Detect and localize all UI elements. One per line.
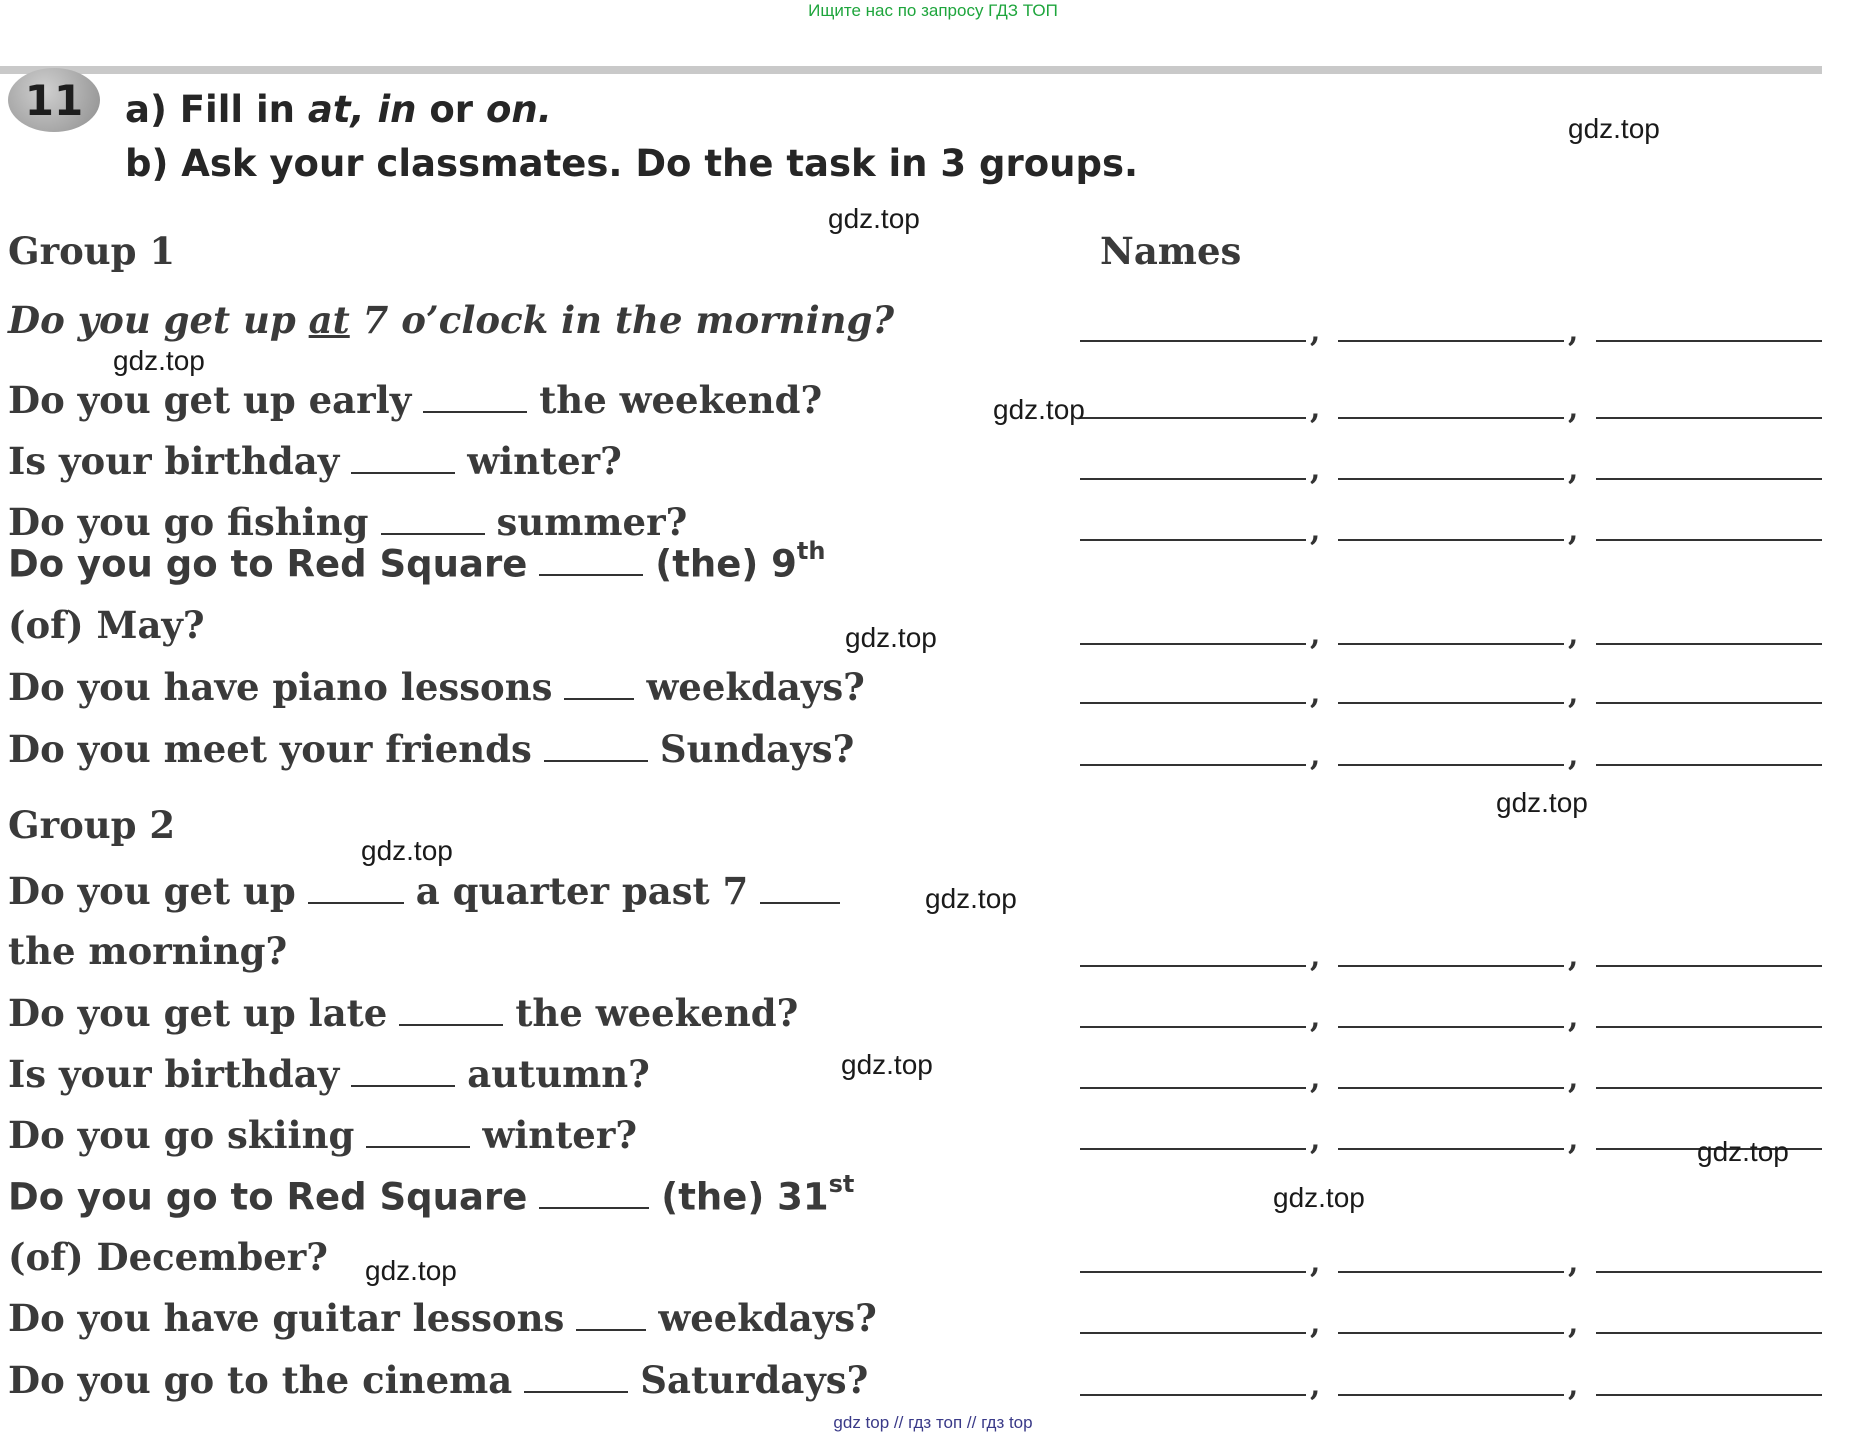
answer-blank[interactable] [381, 533, 485, 535]
name-separator-comma: , [1310, 939, 1321, 974]
g1-question-3 [8, 439, 622, 483]
name-separator-comma: , [1310, 1061, 1321, 1096]
name-answer-line[interactable] [1338, 539, 1564, 541]
answer-blank[interactable] [399, 1024, 503, 1026]
watermark: gdz.top [925, 883, 1017, 914]
g1-q3-after: winter? [467, 439, 622, 483]
name-answer-line[interactable] [1338, 417, 1564, 419]
top-rule [0, 66, 1822, 74]
watermark: gdz.top [993, 394, 1085, 425]
answer-blank[interactable] [564, 698, 634, 700]
footer-links: gdz top // гдз топ // гдз top [833, 1413, 1033, 1432]
g2-q6-after: weekdays? [658, 1296, 877, 1340]
name-answer-line[interactable] [1338, 1087, 1564, 1089]
g2-question-1-line2: the morning? [8, 929, 288, 973]
answer-blank[interactable] [524, 1391, 628, 1393]
g2-question-5 [8, 1170, 855, 1219]
g2-question-5-line2: (of) December? [8, 1235, 328, 1279]
name-separator-comma: , [1310, 1245, 1321, 1280]
name-answer-line[interactable] [1338, 1026, 1564, 1028]
g1-q7-after: Sundays? [659, 727, 855, 771]
watermark: gdz.top [845, 622, 937, 653]
g1-q6-before: Do you have piano lessons [8, 665, 553, 709]
name-separator-comma: , [1310, 738, 1321, 773]
name-answer-line[interactable] [1596, 764, 1822, 766]
name-answer-line[interactable] [1338, 340, 1564, 342]
group-2-heading: Group 2 [8, 803, 176, 847]
name-separator-comma: , [1568, 939, 1579, 974]
name-separator-comma: , [1568, 1368, 1579, 1403]
name-answer-line[interactable] [1338, 478, 1564, 480]
name-answer-line[interactable] [1596, 1271, 1822, 1273]
g2-question-6 [8, 1296, 877, 1340]
name-answer-line[interactable] [1080, 1087, 1306, 1089]
search-hint-banner: Ищите нас по запросу ГДЗ ТОП [808, 1, 1058, 20]
g2-q1-before: Do you get up [8, 869, 296, 913]
g1-q2-before: Do you get up early [8, 378, 412, 422]
watermark: gdz.top [113, 345, 205, 376]
name-answer-line[interactable] [1596, 1394, 1822, 1396]
name-separator-comma: , [1568, 513, 1579, 548]
name-answer-line[interactable] [1338, 1394, 1564, 1396]
name-answer-line[interactable] [1338, 1271, 1564, 1273]
g2-q3-after: autumn? [467, 1052, 650, 1096]
g2-q5-after: (the) 31 [661, 1175, 829, 1219]
name-answer-line[interactable] [1080, 764, 1306, 766]
g2-q2-before: Do you get up late [8, 991, 388, 1035]
g2-question-7 [8, 1358, 868, 1402]
watermark: gdz.top [365, 1255, 457, 1286]
g1-question-5-line2: (of) May? [8, 603, 205, 647]
g2-q5-before: Do you go to Red Square [8, 1175, 528, 1219]
instruction-a-on: on. [485, 88, 552, 131]
name-separator-comma: , [1310, 617, 1321, 652]
name-separator-comma: , [1568, 617, 1579, 652]
watermark: gdz.top [1697, 1136, 1789, 1167]
g2-q1-middle: a quarter past 7 [415, 869, 749, 913]
g2-question-2 [8, 991, 798, 1035]
name-separator-comma: , [1568, 1000, 1579, 1035]
name-separator-comma: , [1310, 314, 1321, 349]
watermark: gdz.top [1273, 1182, 1365, 1213]
name-separator-comma: , [1310, 513, 1321, 548]
g1-q2-after: the weekend? [539, 378, 823, 422]
watermark: gdz.top [1496, 787, 1588, 818]
g1-q5-sup: th [796, 537, 826, 565]
name-separator-comma: , [1310, 1122, 1321, 1157]
name-answer-line[interactable] [1080, 965, 1306, 967]
g1-question-5 [8, 537, 826, 586]
name-answer-line[interactable] [1596, 702, 1822, 704]
name-answer-line[interactable] [1338, 1148, 1564, 1150]
answer-blank[interactable] [544, 760, 648, 762]
g2-q7-after: Saturdays? [640, 1358, 869, 1402]
exercise-number-badge: 11 [8, 68, 100, 132]
g1-q6-after: weekdays? [646, 665, 865, 709]
g2-q7-before: Do you go to the cinema [8, 1358, 513, 1402]
name-answer-line[interactable] [1596, 340, 1822, 342]
g1-q5-after: (the) 9 [655, 542, 797, 586]
name-separator-comma: , [1310, 1306, 1321, 1341]
g1-q4-before: Do you go fishing [8, 500, 369, 544]
name-answer-line[interactable] [1080, 417, 1306, 419]
name-separator-comma: , [1568, 314, 1579, 349]
g1-example-after: 7 o’clock in the morning? [349, 298, 895, 342]
g1-q7-before: Do you meet your friends [8, 727, 532, 771]
g1-question-6 [8, 665, 865, 709]
answer-blank[interactable] [351, 1085, 455, 1087]
answer-blank[interactable] [366, 1146, 470, 1148]
name-separator-comma: , [1568, 1122, 1579, 1157]
name-answer-line[interactable] [1596, 539, 1822, 541]
watermark: gdz.top [828, 203, 920, 234]
g1-question-7 [8, 727, 854, 771]
answer-blank[interactable] [576, 1329, 646, 1331]
name-answer-line[interactable] [1080, 478, 1306, 480]
answer-blank[interactable] [423, 411, 527, 413]
g1-example-answer: at [308, 298, 350, 342]
name-answer-line[interactable] [1338, 1332, 1564, 1334]
g1-question-2 [8, 378, 822, 422]
name-answer-line[interactable] [1080, 1394, 1306, 1396]
g2-q2-after: the weekend? [515, 991, 799, 1035]
answer-blank[interactable] [539, 574, 643, 576]
name-answer-line[interactable] [1596, 643, 1822, 645]
name-answer-line[interactable] [1080, 1332, 1306, 1334]
instruction-a-words: at, in [307, 88, 417, 131]
name-separator-comma: , [1310, 1368, 1321, 1403]
watermark: gdz.top [361, 835, 453, 866]
g1-example-before: Do you get up [8, 298, 309, 342]
name-answer-line[interactable] [1596, 1332, 1822, 1334]
instruction-b: b) Ask your classmates. Do the task in 3 groups. [125, 142, 1139, 185]
watermark: gdz.top [841, 1049, 933, 1080]
name-answer-line[interactable] [1338, 764, 1564, 766]
name-answer-line[interactable] [1596, 1087, 1822, 1089]
name-separator-comma: , [1568, 1306, 1579, 1341]
g1-q4-after: summer? [496, 500, 688, 544]
answer-blank[interactable] [308, 902, 404, 904]
names-heading: Names [1100, 229, 1242, 273]
g2-question-4 [8, 1113, 637, 1157]
g2-question-1 [8, 869, 852, 913]
g1-q5-before: Do you go to Red Square [8, 542, 528, 586]
name-answer-line[interactable] [1338, 965, 1564, 967]
g1-q3-before: Is your birthday [8, 439, 340, 483]
name-answer-line[interactable] [1080, 340, 1306, 342]
g2-question-3 [8, 1052, 650, 1096]
answer-blank[interactable] [351, 472, 455, 474]
name-separator-comma: , [1568, 676, 1579, 711]
name-answer-line[interactable] [1596, 965, 1822, 967]
g2-q5-sup: st [828, 1170, 855, 1198]
answer-blank[interactable] [760, 902, 840, 904]
instruction-a-prefix: a) Fill in [125, 88, 308, 131]
name-separator-comma: , [1310, 391, 1321, 426]
name-answer-line[interactable] [1596, 417, 1822, 419]
name-separator-comma: , [1568, 1245, 1579, 1280]
name-separator-comma: , [1568, 452, 1579, 487]
name-separator-comma: , [1568, 1061, 1579, 1096]
name-answer-line[interactable] [1338, 643, 1564, 645]
name-separator-comma: , [1568, 738, 1579, 773]
group-1-heading: Group 1 [8, 229, 176, 273]
g2-q4-before: Do you go skiing [8, 1113, 355, 1157]
name-answer-line[interactable] [1080, 1148, 1306, 1150]
g2-q3-before: Is your birthday [8, 1052, 340, 1096]
name-answer-line[interactable] [1596, 1026, 1822, 1028]
name-answer-line[interactable] [1596, 478, 1822, 480]
instruction-a [125, 88, 552, 131]
name-answer-line[interactable] [1080, 643, 1306, 645]
watermark: gdz.top [1568, 113, 1660, 144]
name-separator-comma: , [1310, 676, 1321, 711]
instruction-a-or: or [416, 88, 486, 131]
g1-example-question [8, 298, 894, 342]
name-separator-comma: , [1310, 452, 1321, 487]
name-separator-comma: , [1568, 391, 1579, 426]
name-answer-line[interactable] [1080, 539, 1306, 541]
name-answer-line[interactable] [1080, 1271, 1306, 1273]
g2-q6-before: Do you have guitar lessons [8, 1296, 565, 1340]
name-answer-line[interactable] [1080, 702, 1306, 704]
name-answer-line[interactable] [1080, 1026, 1306, 1028]
name-answer-line[interactable] [1338, 702, 1564, 704]
answer-blank[interactable] [539, 1207, 649, 1209]
name-separator-comma: , [1310, 1000, 1321, 1035]
g2-q4-after: winter? [482, 1113, 638, 1157]
g1-question-4 [8, 500, 687, 544]
